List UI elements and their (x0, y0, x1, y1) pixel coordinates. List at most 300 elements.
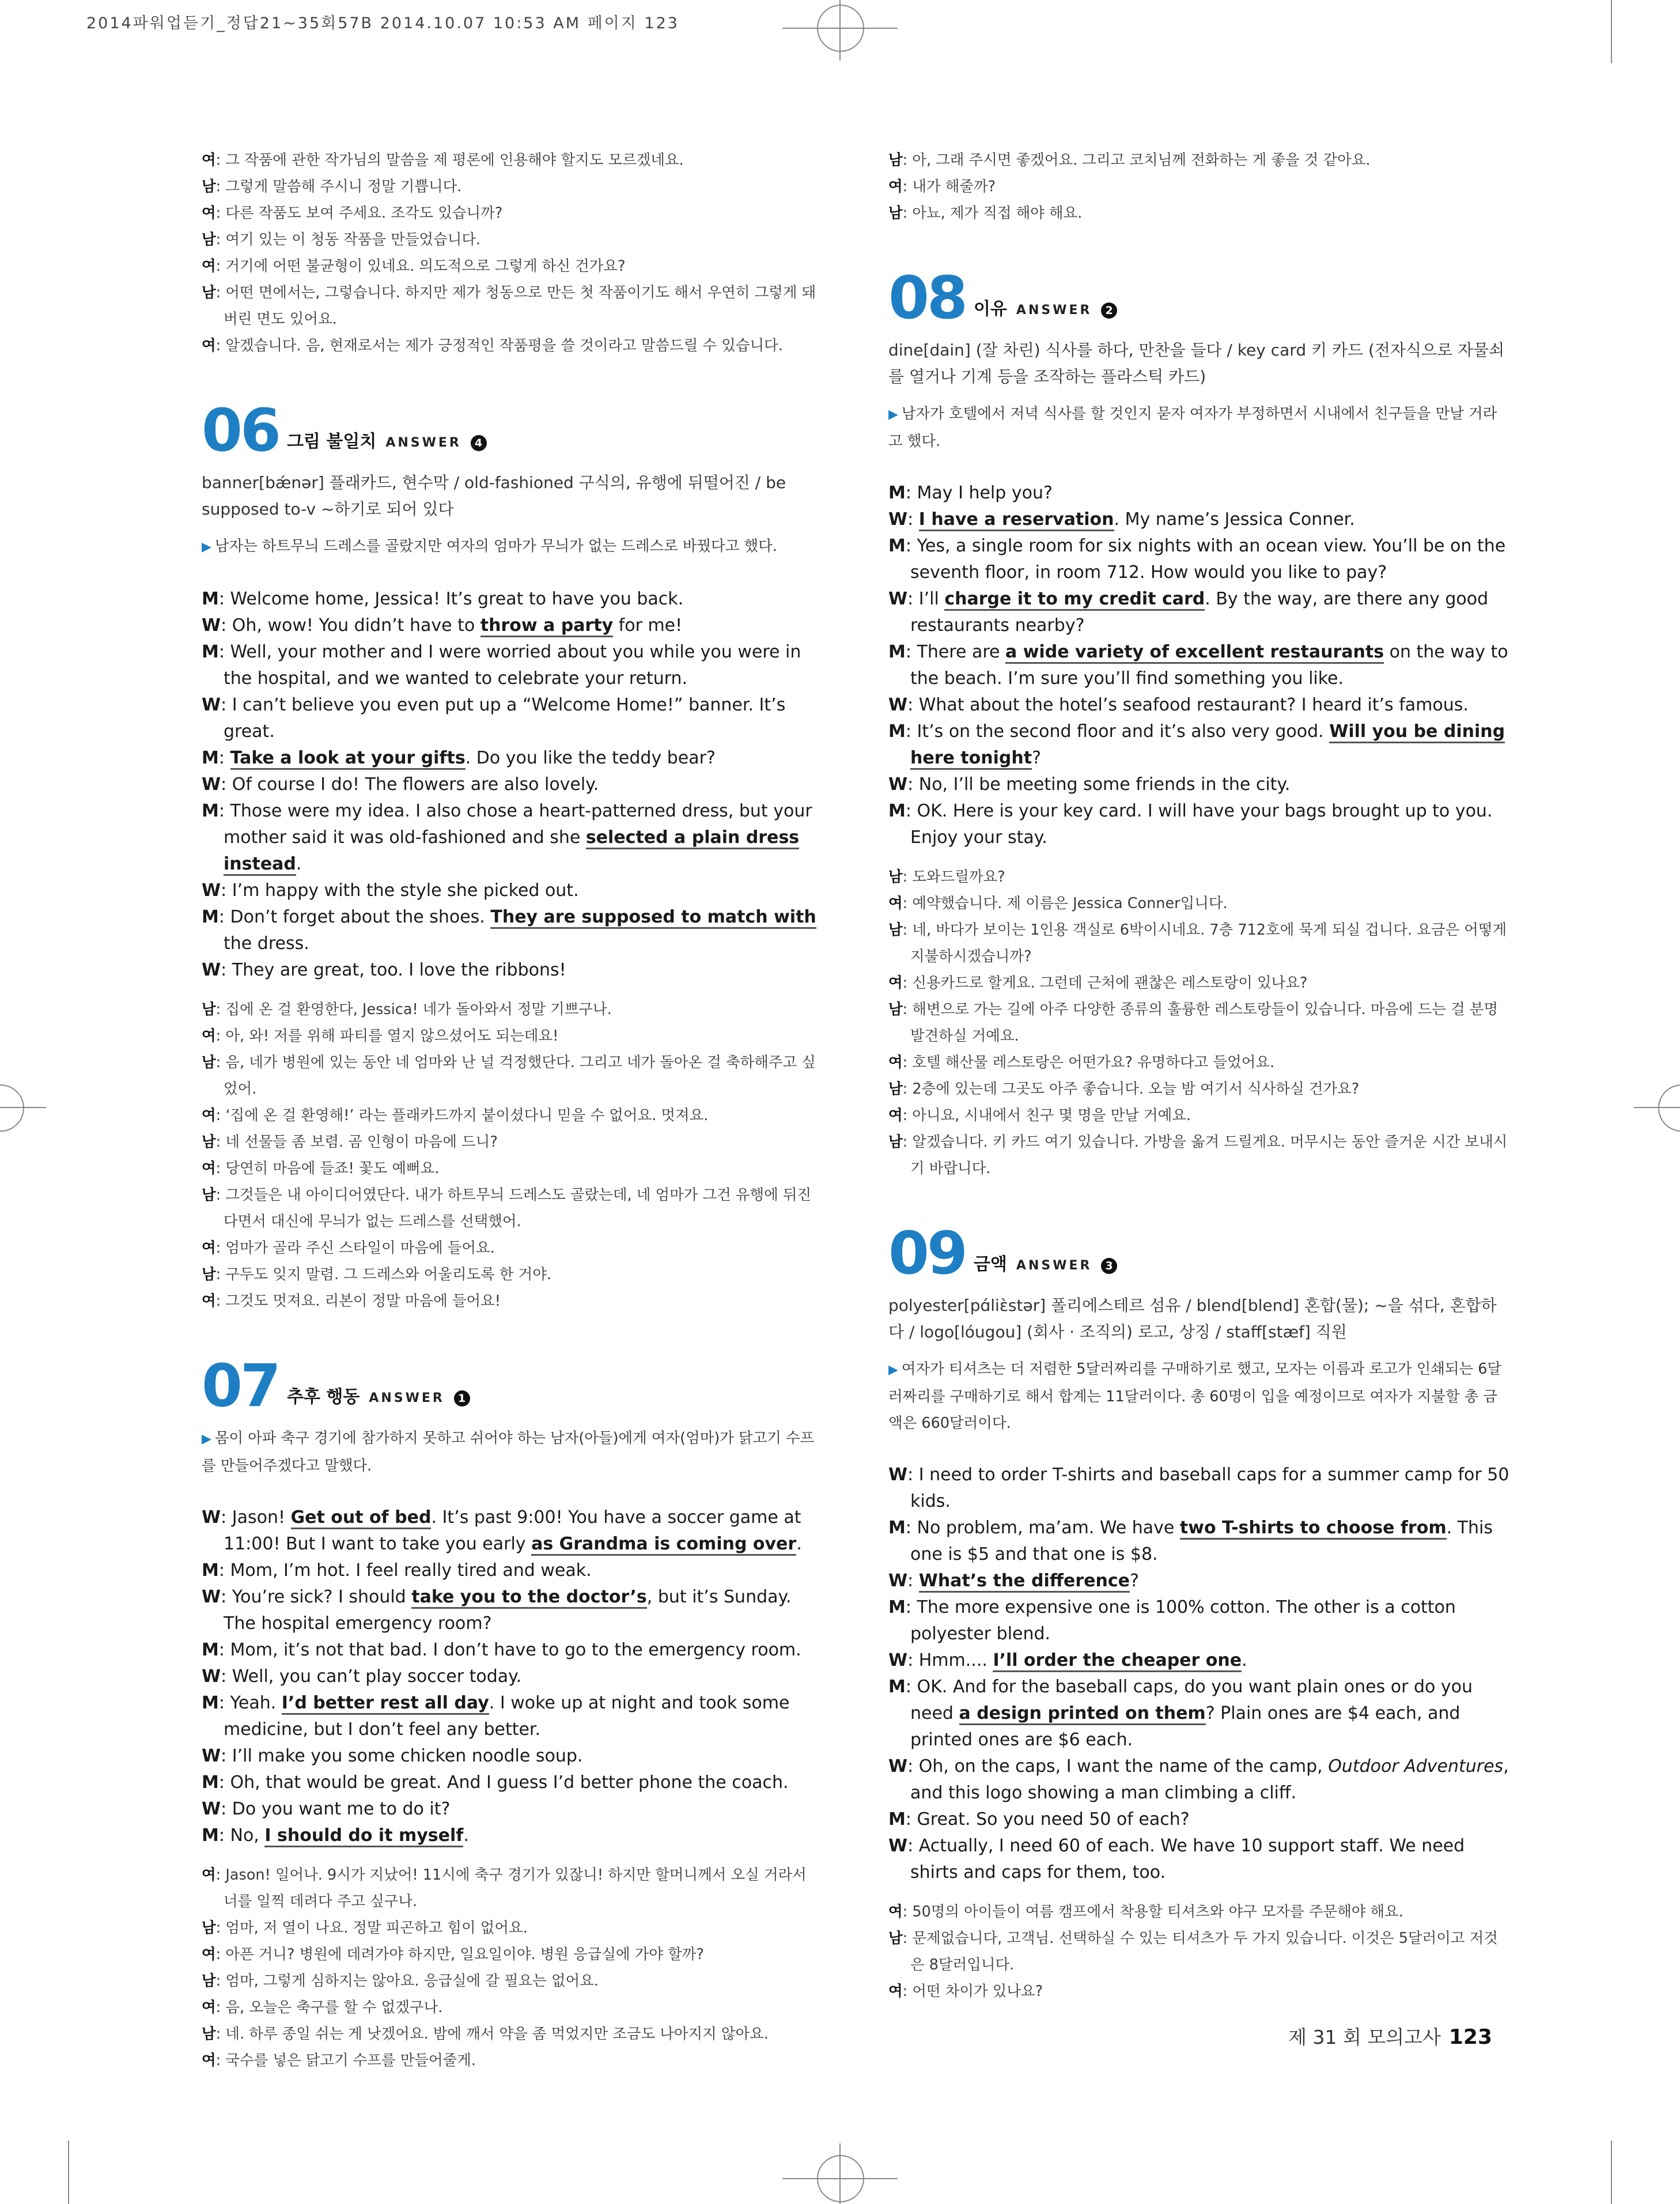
translation-line: 남: 엄마, 저 열이 나요. 정말 피곤하고 힘이 없어요. (202, 1919, 528, 1937)
dialogue-line: M: The more expensive one is 100% cotton. The other is a cotton polyester blend. (888, 1597, 1456, 1644)
translation-line: 남: 그렇게 말씀해 주시니 정말 기쁩니다. (202, 178, 462, 195)
crop-mark-right (1658, 1084, 1680, 1132)
speaker-label: M (888, 1597, 906, 1617)
dialogue-line: W: I can’t believe you even put up a “Welcome Home!” banner. It’s great. (202, 695, 786, 742)
translation-line: 여: 신용카드로 할게요. 그런데 근처에 괜찮은 레스토랑이 있나요? (888, 974, 1308, 992)
translation-text: 도와드릴까요? (912, 868, 1005, 886)
speaker-label: W (888, 1571, 908, 1591)
dialogue-text: There are (917, 642, 1006, 662)
section-number: 08 (888, 264, 966, 332)
crop-line (1634, 1107, 1680, 1108)
translation-text: ‘집에 온 걸 환영해!’ 라는 플래카드까지 붙이셨다니 믿을 수 없어요. 멋져요. (225, 1107, 709, 1124)
dialogue-text: on the way to the beach. I’m sure you’ll find something you like. (910, 642, 1508, 689)
translation-text: 문제없습니다, 고객님. 선택하실 수 있는 티셔츠가 두 가지 있습니다. 이것은 5달러이고 저것은 8달러입니다. (910, 1930, 1498, 1974)
speaker-label: 남 (888, 1930, 903, 1947)
speaker-label: 여 (888, 1903, 903, 1921)
key-phrase: a wide variety of excellent restaurants (1005, 642, 1384, 664)
crop-line (0, 1107, 46, 1108)
translation-line: 여: 내가 해줄까? (888, 178, 996, 195)
speaker-label: 여 (202, 337, 216, 354)
speaker-label: 남 (202, 231, 216, 248)
dialogue-text: . By the way, are there any good restaurants nearby? (910, 589, 1489, 636)
dialogue-line: W: I’ll charge it to my credit card. By the way, are there any good restaurants nearby? (888, 589, 1489, 636)
translation-text: 그것들은 내 아이디어였단다. 내가 하트무늬 드레스도 골랐는데, 네 엄마가 그건 유행에 뒤진다면서 대신에 무늬가 없는 드레스를 선택했어. (224, 1186, 812, 1230)
answer-label: ANSWER 1 (369, 1390, 470, 1407)
vocabulary-note: polyester[pɑ́liὲstər] 폴리에스테르 섬유 / blend[blend] 혼합(물); ~을 섞다, 혼합하다 / logo[lóugou] (회사 · 조직의) 로고, 상징 / staff[stæf] 직원 (888, 1296, 1497, 1341)
speaker-label: M (888, 483, 906, 503)
speaker-label: M (202, 589, 219, 609)
dialogue-line: W: No, I’ll be meeting some friends in the city. (888, 774, 1291, 795)
key-phrase: selected a plain dress instead (224, 827, 799, 876)
key-phrase: two T-shirts to choose from (1180, 1518, 1447, 1540)
speaker-label: W (888, 1756, 908, 1776)
dialogue-text: They are great, too. I love the ribbons! (232, 960, 566, 980)
dialogue-text: . My name’s Jessica Conner. (1114, 509, 1355, 530)
translation-text: 50명의 아이들이 여름 캠프에서 착용할 티셔츠와 야구 모자를 주문해야 해요. (912, 1903, 1403, 1921)
translation-line: 여: 다른 작품도 보여 주세요. 조각도 있습니까? (202, 205, 503, 222)
speaker-label: 남 (202, 1972, 216, 1990)
translation-text: 어떤 차이가 있나요? (912, 1983, 1043, 2000)
speaker-label: 여 (202, 1946, 216, 1963)
dialogue-text: , but it’s Sunday. The hospital emergency room? (224, 1587, 792, 1634)
translation-line: 여: 아니요, 시내에서 친구 몇 명을 만날 거예요. (888, 1107, 1191, 1124)
dialogue-text: OK. And for the baseball caps, do you want plain ones or do you need (910, 1677, 1473, 1723)
speaker-label: M (888, 801, 906, 821)
vocabulary-note: dine[dain] (잘 차린) 식사를 하다, 만찬을 들다 / key card 키 카드 (전자식으로 자물쇠를 열거나 기계 등을 조작하는 플라스틱 카드) (888, 341, 1505, 386)
dialogue-line: W: Of course I do! The flowers are also lovely. (202, 774, 599, 795)
dialogue-text: No, I’ll be meeting some friends in the city. (918, 774, 1291, 795)
triangle-bullet-icon: ▶ (888, 1363, 898, 1377)
key-phrase: I have a reservation (919, 509, 1114, 531)
translation-text: Jason! 일어나. 9시가 지났어! 11시에 축구 경기가 있잖니! 하지만 할머니께서 오실 거라서 너를 일찍 데려다 주고 싶구나. (224, 1866, 807, 1910)
speaker-label: 여 (888, 178, 903, 195)
key-phrase: I’d better rest all day (282, 1693, 489, 1715)
translation-line: 여: 아, 와! 저를 위해 파티를 열지 않으셨어도 되는데요! (202, 1027, 559, 1045)
dialogue-text: Yeah. (230, 1693, 282, 1713)
translation-line: 남: 해변으로 가는 길에 아주 다양한 종류의 훌륭한 레스토랑들이 있습니다. 마음에 드는 걸 분명 발견하실 거예요. (888, 1001, 1499, 1045)
dialogue-line: W: Oh, wow! You didn’t have to throw a party for me! (202, 613, 824, 639)
dialogue-text: Mom, I’m hot. I feel really tired and weak. (230, 1560, 592, 1581)
translation-line: 남: 여기 있는 이 청동 작품을 만들었습니다. (202, 231, 481, 248)
speaker-label: M (888, 642, 906, 662)
dialogue-text: I’ll (918, 589, 945, 609)
dialogue-line: W: Do you want me to do it? (202, 1799, 451, 1819)
speaker-label: 남 (202, 1919, 216, 1937)
dialogue-text: Those were my idea. I also chose a heart-patterned dress, but your mother said it was old-fashioned and she (224, 801, 812, 848)
speaker-label: 여 (888, 974, 903, 992)
translation-text: 음, 오늘은 축구를 할 수 없겠구나. (225, 1999, 443, 2016)
translation-line: 여: 어떤 차이가 있나요? (888, 1983, 1043, 2000)
dialogue-text: . Do you like the teddy bear? (465, 748, 716, 768)
speaker-label: W (888, 774, 908, 795)
dialogue-text: . (796, 1534, 802, 1554)
speaker-label: M (888, 1677, 906, 1697)
dialogue-line: M: Yeah. I’d better rest all day. I woke up at night and took some medicine, but I don’t feel any better. (202, 1693, 790, 1740)
dialogue-text: . (1242, 1650, 1247, 1670)
dialogue-line: M: May I help you? (888, 483, 1053, 503)
translation-text: 아, 그래 주시면 좋겠어요. 그리고 코치님께 전화하는 게 좋을 것 같아요. (912, 152, 1371, 169)
translation-text: 네 선물들 좀 보렴. 곰 인형이 마음에 드니? (225, 1133, 498, 1151)
dialogue-line: M: Mom, it’s not that bad. I don’t have to go to the emergency room. (202, 1640, 801, 1660)
speaker-label: 여 (202, 1160, 216, 1177)
translation-text: 국수를 넣은 닭고기 수프를 만들어줄게. (225, 2052, 476, 2069)
speaker-label: 여 (888, 1107, 903, 1124)
translation-line: 남: 그것들은 내 아이디어였단다. 내가 하트무늬 드레스도 골랐는데, 네 엄마가 그건 유행에 뒤진다면서 대신에 무늬가 없는 드레스를 선택했어. (202, 1186, 812, 1230)
speaker-label: 남 (888, 152, 903, 169)
dialogue-line: W: What about the hotel’s seafood restaurant? I heard it’s famous. (888, 695, 1469, 715)
speaker-label: 남 (888, 205, 903, 222)
translation-text: 네. 하루 종일 쉬는 게 낫겠어요. 밤에 깨서 약을 좀 먹었지만 조금도 나아지지 않아요. (225, 2025, 769, 2043)
dialogue-line: M: There are a wide variety of excellent restaurants on the way to the beach. I’m sure you’ll find something you like. (888, 642, 1508, 689)
speaker-label: W (202, 1587, 221, 1607)
dialogue-text: Mom, it’s not that bad. I don’t have to go to the emergency room. (230, 1640, 801, 1660)
speaker-label: 남 (202, 1001, 216, 1018)
translation-text: 아픈 거니? 병원에 데려가야 하지만, 일요일이야. 병원 응급실에 가야 할까? (225, 1946, 704, 1963)
korean-translation-block (888, 1899, 1511, 2005)
answer-summary: ▶ 남자가 호텔에서 저녁 식사를 할 것인지 묻자 여자가 부정하면서 시내에서 친구들을 만날 거라고 했다. (888, 405, 1497, 450)
speaker-label: W (888, 695, 908, 715)
section-08-heading (888, 264, 1511, 332)
speaker-label: M (888, 1518, 906, 1538)
speaker-label: M (202, 801, 219, 821)
speaker-label: W (888, 1465, 908, 1485)
dialogue-text: May I help you? (917, 483, 1053, 503)
speaker-label: W (202, 960, 221, 980)
translation-text: 그렇게 말씀해 주시니 정말 기쁩니다. (225, 178, 462, 195)
dialogue-text: Hmm.... (918, 1650, 993, 1670)
key-phrase: throw a party (480, 615, 613, 637)
english-dialogue (888, 1462, 1511, 1886)
dialogue-text: Well, you can’t play soccer today. (232, 1666, 522, 1687)
dialogue-line: W: I need to order T-shirts and baseball caps for a summer camp for 50 kids. (888, 1465, 1509, 1511)
dialogue-line: M: Yes, a single room for six nights with an ocean view. You’ll be on the seventh floor, in room 712. How would you like to pay? (888, 536, 1506, 583)
left-column (202, 147, 824, 2074)
translation-text: 해변으로 가는 길에 아주 다양한 종류의 훌륭한 레스토랑들이 있습니다. 마음에 드는 걸 분명 발견하실 거예요. (910, 1001, 1499, 1045)
crop-line (839, 0, 841, 61)
korean-translation-block (202, 147, 824, 359)
dialogue-text: Welcome home, Jessica! It’s great to have you back. (230, 589, 684, 609)
section-title: 추후 행동 (286, 1387, 360, 1407)
dialogue-text: OK. Here is your key card. I will have your bags brought up to you. Enjoy your stay. (910, 801, 1493, 848)
translation-text: 그 작품에 관한 작가님의 말씀을 제 평론에 인용해야 할지도 모르겠네요. (225, 152, 684, 169)
section-title: 그림 불일치 (286, 432, 377, 452)
speaker-label: M (202, 1693, 219, 1713)
dialogue-text: ? (1032, 748, 1041, 768)
speaker-label: W (202, 1666, 221, 1687)
dialogue-text: Well, your mother and I were worried about you while you were in the hospital, and we wanted to celebrate your return. (224, 642, 801, 689)
translation-line: 여: 엄마가 골라 주신 스타일이 마음에 들어요. (202, 1239, 495, 1257)
speaker-label: W (888, 509, 908, 530)
translation-text: 내가 해줄까? (912, 178, 996, 195)
translation-line: 여: 알겠습니다. 음, 현재로서는 제가 긍정적인 작품평을 쓸 것이라고 말씀드릴 수 있습니다. (202, 337, 783, 354)
dialogue-text: . I woke up at night and took some medicine, but I don’t feel any better. (224, 1693, 790, 1740)
translation-text: 신용카드로 할게요. 그런데 근처에 괜찮은 레스토랑이 있나요? (912, 974, 1308, 992)
key-phrase: charge it to my credit card (944, 589, 1205, 611)
dialogue-line: M: No problem, ma’am. We have two T-shirts to choose from. This one is $5 and that one is $8. (888, 1518, 1493, 1564)
speaker-label: 남 (202, 1266, 216, 1283)
section-07-heading (202, 1352, 824, 1420)
translation-line: 여: 거기에 어떤 불균형이 있네요. 의도적으로 그렇게 하신 건가요? (202, 258, 626, 275)
speaker-label: 남 (888, 1133, 903, 1151)
translation-line: 남: 음, 네가 병원에 있는 동안 네 엄마와 난 널 걱정했단다. 그리고 네가 돌아온 걸 축하해주고 싶었어. (202, 1054, 816, 1098)
crop-line (1611, 2141, 1612, 2204)
speaker-label: M (202, 748, 219, 768)
speaker-label: W (202, 880, 221, 901)
dialogue-line: W: Oh, on the caps, I want the name of the camp, Outdoor Adventures, and this logo showing a man climbing a cliff. (888, 1756, 1509, 1803)
dialogue-line: M: Those were my idea. I also chose a heart-patterned dress, but your mother said it was old-fashioned and she selected a plain dress instead. (202, 798, 824, 878)
korean-translation-block (202, 996, 824, 1314)
dialogue-text: Yes, a single room for six nights with an ocean view. You’ll be on the seventh floor, in room 712. How would you like to pay? (910, 536, 1506, 583)
translation-text: 집에 온 걸 환영한다, Jessica! 네가 돌아와서 정말 기쁘구나. (225, 1001, 612, 1018)
translation-text: 음, 네가 병원에 있는 동안 네 엄마와 난 널 걱정했단다. 그리고 네가 돌아온 걸 축하해주고 싶었어. (224, 1054, 816, 1098)
speaker-label: M (202, 1825, 219, 1846)
crop-line (68, 2141, 69, 2204)
dialogue-text: Actually, I need 60 of each. We have 10 support staff. We need shirts and caps for them, too. (910, 1836, 1465, 1882)
dialogue-line: M: Take a look at your gifts. Do you like the teddy bear? (202, 745, 824, 772)
dialogue-line: W: Well, you can’t play soccer today. (202, 1666, 522, 1687)
english-dialogue (202, 1504, 824, 1849)
dialogue-line: W: What’s the difference? (888, 1568, 1511, 1594)
right-column (888, 147, 1511, 2005)
dialogue-text: Oh, that would be great. And I guess I’d better phone the coach. (230, 1772, 789, 1793)
translation-text: 아니요, 시내에서 친구 몇 명을 만날 거예요. (912, 1107, 1191, 1124)
translation-text: 아뇨, 제가 직접 해야 해요. (912, 205, 1083, 222)
dialogue-line: M: Welcome home, Jessica! It’s great to have you back. (202, 589, 684, 609)
dialogue-text: Oh, wow! You didn’t have to (232, 615, 480, 636)
dialogue-text: Jason! (232, 1507, 291, 1528)
answer-badge: 1 (454, 1390, 470, 1407)
dialogue-text: Don’t forget about the shoes. (230, 907, 491, 927)
translation-line: 여: ‘집에 온 걸 환영해!’ 라는 플래카드까지 붙이셨다니 믿을 수 없어요. 멋져요. (202, 1107, 709, 1124)
dialogue-line: M: No, I should do it myself. (202, 1823, 824, 1849)
translation-line: 남: 아뇨, 제가 직접 해야 해요. (888, 205, 1083, 222)
dialogue-line: M: Mom, I’m hot. I feel really tired and weak. (202, 1560, 592, 1581)
dialogue-text: , and this logo showing a man climbing a cliff. (910, 1756, 1509, 1803)
speaker-label: M (202, 1772, 219, 1793)
speaker-label: 남 (888, 868, 903, 886)
translation-line: 여: 예약했습니다. 제 이름은 Jessica Conner입니다. (888, 895, 1228, 912)
dialogue-text: . This one is $5 and that one is $8. (910, 1518, 1493, 1564)
translation-line: 남: 집에 온 걸 환영한다, Jessica! 네가 돌아와서 정말 기쁘구나. (202, 1001, 612, 1018)
triangle-bullet-icon: ▶ (202, 540, 211, 554)
translation-text: 그것도 멋져요. 리본이 정말 마음에 들어요! (225, 1292, 501, 1310)
key-phrase: as Grandma is coming over (531, 1534, 796, 1556)
translation-text: 알겠습니다. 음, 현재로서는 제가 긍정적인 작품평을 쓸 것이라고 말씀드릴 수 있습니다. (225, 337, 783, 354)
speaker-label: W (202, 774, 221, 795)
answer-summary: ▶ 남자는 하트무늬 드레스를 골랐지만 여자의 엄마가 무늬가 없는 드레스로 바꿨다고 했다. (202, 538, 777, 555)
translation-text: 호텔 해산물 레스토랑은 어떤가요? 유명하다고 들었어요. (912, 1054, 1275, 1071)
speaker-label: 여 (202, 1866, 216, 1884)
translation-line: 남: 도와드릴까요? (888, 868, 1005, 886)
translation-line: 남: 어떤 면에서는, 그렇습니다. 하지만 제가 청동으로 만든 첫 작품이기도 해서 우연히 그렇게 돼 버린 면도 있어요. (202, 284, 816, 328)
speaker-label: 여 (202, 1999, 216, 2016)
section-09-heading (888, 1219, 1511, 1288)
dialogue-text: No problem, ma’am. We have (917, 1518, 1180, 1538)
answer-summary: ▶ 몸이 아파 축구 경기에 참가하지 못하고 쉬어야 하는 남자(아들)에게 여자(엄마)가 닭고기 수프를 만들어주겠다고 말했다. (202, 1430, 815, 1475)
translation-text: 당연히 마음에 들죠! 꽃도 예뻐요. (225, 1160, 440, 1177)
translation-line: 남: 네. 하루 종일 쉬는 게 낫겠어요. 밤에 깨서 약을 좀 먹었지만 조금도 나아지지 않아요. (202, 2025, 769, 2043)
dialogue-line: M: Great. So you need 50 of each? (888, 1809, 1190, 1829)
dialogue-text: I’m happy with the style she picked out. (232, 880, 579, 901)
vocabulary-note: banner[bǽnər] 플래카드, 현수막 / old-fashioned 구식의, 유행에 뒤떨어진 / be supposed to-v ~하기로 되어 있다 (202, 473, 786, 519)
translation-text: 엄마, 그렇게 심하지는 않아요. 응급실에 갈 필요는 없어요. (225, 1972, 599, 1990)
dialogue-line: M: Well, your mother and I were worried about you while you were in the hospital, and we wanted to celebrate your return. (202, 642, 801, 689)
dialogue-line: M: Don’t forget about the shoes. They are supposed to match with the dress. (202, 907, 816, 954)
dialogue-text: No, (230, 1825, 265, 1846)
speaker-label: 여 (202, 1107, 216, 1124)
speaker-label: 남 (202, 284, 216, 301)
answer-badge: 3 (1101, 1258, 1117, 1274)
speaker-label: 여 (202, 1239, 216, 1257)
speaker-label: 남 (888, 921, 903, 939)
dialogue-text: Of course I do! The flowers are also lovely. (232, 774, 599, 795)
translation-text: 어떤 면에서는, 그렇습니다. 하지만 제가 청동으로 만든 첫 작품이기도 해서 우연히 그렇게 돼 버린 면도 있어요. (224, 284, 816, 328)
crop-line (839, 2143, 841, 2204)
korean-translation-block (888, 147, 1511, 226)
translation-text: 엄마, 저 열이 나요. 정말 피곤하고 힘이 없어요. (225, 1919, 528, 1937)
translation-line: 남: 구두도 잊지 말렴. 그 드레스와 어울리도록 한 거야. (202, 1266, 551, 1283)
speaker-label: 여 (202, 1027, 216, 1045)
translation-line: 여: 당연히 마음에 들죠! 꽃도 예뻐요. (202, 1160, 440, 1177)
dialogue-line: W: Jason! Get out of bed. It’s past 9:00! You have a soccer game at 11:00! But I want to take you early as Grandma is coming over. (202, 1504, 824, 1557)
dialogue-text: . (296, 854, 302, 874)
speaker-label: M (202, 907, 219, 927)
speaker-label: M (888, 1809, 906, 1829)
speaker-label: 남 (202, 1133, 216, 1151)
translation-line: 남: 엄마, 그렇게 심하지는 않아요. 응급실에 갈 필요는 없어요. (202, 1972, 599, 1990)
section-06-heading (202, 396, 824, 465)
dialogue-text: ? Plain ones are $4 each, and printed ones are $6 each. (910, 1703, 1460, 1750)
section-number: 09 (888, 1219, 966, 1288)
answer-summary: ▶ 여자가 티셔츠는 더 저렴한 5달러짜리를 구매하기로 했고, 모자는 이름과 로고가 인쇄되는 6달러짜리를 구매하기로 해서 합계는 11달러이다. 총 60명이 입을 예정이므로 여자가 지불할 총 금액은 660달러이다. (888, 1360, 1502, 1432)
dialogue-text: Oh, on the caps, I want the name of the camp, (918, 1756, 1329, 1776)
speaker-label: M (202, 1640, 219, 1660)
key-phrase: Will you be dining here tonight (910, 721, 1505, 770)
speaker-label: M (888, 721, 906, 742)
dialogue-text: ? (1130, 1571, 1139, 1591)
answer-badge: 2 (1101, 303, 1117, 319)
crop-line (1611, 0, 1612, 63)
translation-text: 네, 바다가 보이는 1인용 객실로 6박이시네요. 7층 712호에 묵게 되실 겁니다. 요금은 어떻게 지불하시겠습니까? (910, 921, 1507, 965)
answer-label: ANSWER 3 (1016, 1258, 1117, 1274)
answer-label: ANSWER 4 (385, 435, 486, 451)
dialogue-line: W: You’re sick? I should take you to the doctor’s, but it’s Sunday. The hospital emergency room? (202, 1587, 792, 1634)
key-phrase: Take a look at your gifts (230, 748, 466, 770)
key-phrase: What’s the difference (919, 1571, 1130, 1593)
dialogue-line: W: Actually, I need 60 of each. We have 10 support staff. We need shirts and caps for them, too. (888, 1836, 1465, 1882)
dialogue-line: M: Oh, that would be great. And I guess I’d better phone the coach. (202, 1772, 789, 1793)
key-phrase: I’ll order the cheaper one (993, 1650, 1242, 1672)
speaker-label: 여 (202, 2052, 216, 2069)
dialogue-text: the dress. (224, 933, 309, 954)
dialogue-line: W: I’m happy with the style she picked out. (202, 880, 579, 901)
dialogue-text: . (463, 1825, 469, 1846)
dialogue-line: M: OK. Here is your key card. I will have your bags brought up to you. Enjoy your stay. (888, 801, 1493, 848)
translation-text: 구두도 잊지 말렴. 그 드레스와 어울리도록 한 거야. (225, 1266, 551, 1283)
section-title: 이유 (973, 299, 1007, 319)
dialogue-text: I need to order T-shirts and baseball caps for a summer camp for 50 kids. (910, 1465, 1509, 1511)
translation-text: 여기 있는 이 청동 작품을 만들었습니다. (225, 231, 481, 248)
dialogue-text: The more expensive one is 100% cotton. The other is a cotton polyester blend. (910, 1597, 1456, 1644)
translation-line: 여: 그것도 멋져요. 리본이 정말 마음에 들어요! (202, 1292, 501, 1310)
translation-line: 남: 네 선물들 좀 보렴. 곰 인형이 마음에 드니? (202, 1133, 498, 1151)
speaker-label: M (202, 642, 219, 662)
speaker-label: 여 (202, 1292, 216, 1310)
translation-text: 예약했습니다. 제 이름은 Jessica Conner입니다. (912, 895, 1228, 912)
dialogue-text: Great. So you need 50 of each? (917, 1809, 1190, 1829)
translation-line: 여: Jason! 일어나. 9시가 지났어! 11시에 축구 경기가 있잖니! 하지만 할머니께서 오실 거라서 너를 일찍 데려다 주고 싶구나. (202, 1866, 807, 1910)
speaker-label: 남 (888, 1080, 903, 1098)
translation-line: 남: 네, 바다가 보이는 1인용 객실로 6박이시네요. 7층 712호에 묵게 되실 겁니다. 요금은 어떻게 지불하시겠습니까? (888, 921, 1507, 965)
section-title: 금액 (973, 1254, 1007, 1275)
key-phrase: Get out of bed (291, 1507, 432, 1529)
speaker-label: 남 (888, 1001, 903, 1018)
translation-line: 남: 알겠습니다. 키 카드 여기 있습니다. 가방을 옮겨 드릴게요. 머무시는 동안 즐거운 시간 보내시기 바랍니다. (888, 1133, 1508, 1177)
translation-line: 여: 그 작품에 관한 작가님의 말씀을 제 평론에 인용해야 할지도 모르겠네요. (202, 152, 684, 169)
dialogue-line: W: They are great, too. I love the ribbons! (202, 960, 566, 980)
page-number: 123 (1448, 2025, 1492, 2049)
dialogue-text: Outdoor Adventures (1328, 1756, 1504, 1776)
speaker-label: 여 (202, 205, 216, 222)
translation-line: 남: 문제없습니다, 고객님. 선택하실 수 있는 티셔츠가 두 가지 있습니다. 이것은 5달러이고 저것은 8달러입니다. (888, 1930, 1498, 1974)
speaker-label: W (202, 695, 221, 715)
dialogue-text: I’ll make you some chicken noodle soup. (232, 1746, 583, 1766)
speaker-label: M (888, 536, 906, 556)
crop-mark-left (0, 1084, 24, 1132)
dialogue-text: I can’t believe you even put up a “Welcome Home!” banner. It’s great. (224, 695, 786, 742)
korean-translation-block (888, 864, 1511, 1182)
translation-line: 남: 2층에 있는데 그곳도 아주 좋습니다. 오늘 밤 여기서 식사하실 건가요? (888, 1080, 1360, 1098)
dialogue-text: You’re sick? I should (232, 1587, 412, 1607)
speaker-label: W (202, 1746, 221, 1766)
speaker-label: 남 (202, 1054, 216, 1071)
speaker-label: W (202, 1507, 221, 1528)
translation-line: 여: 호텔 해산물 레스토랑은 어떤가요? 유명하다고 들었어요. (888, 1054, 1275, 1071)
translation-line: 여: 국수를 넣은 닭고기 수프를 만들어줄게. (202, 2052, 476, 2069)
english-dialogue (888, 480, 1511, 851)
speaker-label: W (888, 1650, 908, 1670)
speaker-label: 여 (888, 1983, 903, 2000)
speaker-label: W (202, 1799, 221, 1819)
speaker-label: W (888, 1836, 908, 1856)
translation-text: 아, 와! 저를 위해 파티를 열지 않으셨어도 되는데요! (225, 1027, 559, 1045)
translation-text: 알겠습니다. 키 카드 여기 있습니다. 가방을 옮겨 드릴게요. 머무시는 동안 즐거운 시간 보내시기 바랍니다. (910, 1133, 1508, 1177)
key-phrase: a design printed on them (959, 1703, 1206, 1725)
speaker-label: 남 (202, 1186, 216, 1204)
speaker-label: W (202, 615, 221, 636)
speaker-label: 남 (202, 178, 216, 195)
speaker-label: W (888, 589, 908, 609)
translation-line: 남: 아, 그래 주시면 좋겠어요. 그리고 코치님께 전화하는 게 좋을 것 같아요. (888, 152, 1371, 169)
key-phrase: They are supposed to match with (490, 907, 816, 929)
triangle-bullet-icon: ▶ (888, 407, 898, 422)
exam-label: 제 31 회 모의고사 (1288, 2026, 1441, 2048)
english-dialogue (202, 586, 824, 984)
speaker-label: 여 (202, 152, 216, 169)
speaker-label: 여 (202, 258, 216, 275)
korean-translation-block (202, 1862, 824, 2074)
dialogue-line: W: I’ll make you some chicken noodle soup. (202, 1746, 583, 1766)
dialogue-text: Do you want me to do it? (232, 1799, 451, 1819)
dialogue-text: It’s on the second floor and it’s also very good. (917, 721, 1330, 742)
speaker-label: M (202, 1560, 219, 1581)
triangle-bullet-icon: ▶ (202, 1432, 211, 1446)
key-phrase: I should do it myself (264, 1825, 463, 1847)
answer-badge: 4 (471, 435, 487, 451)
dialogue-line: W: I have a reservation. My name’s Jessica Conner. (888, 506, 1511, 533)
speaker-label: 여 (888, 895, 903, 912)
page-footer (1288, 2022, 1492, 2050)
